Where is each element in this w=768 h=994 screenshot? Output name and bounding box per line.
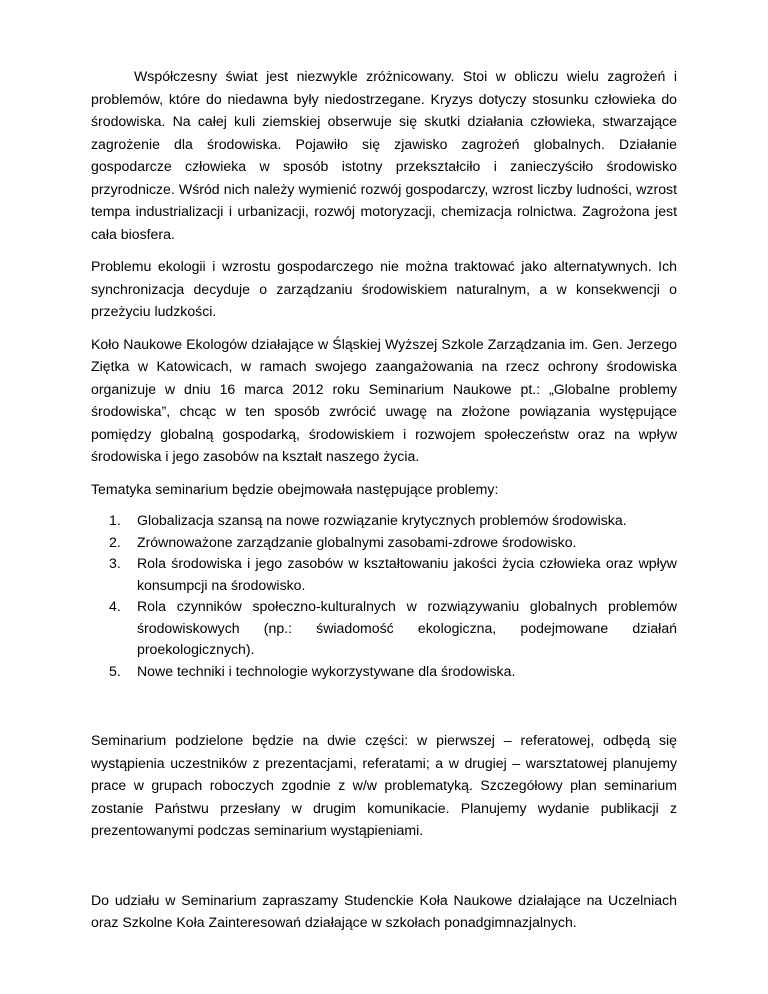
- topics-intro-paragraph: Tematyka seminarium będzie obejmowała następujące problemy:: [91, 480, 499, 497]
- list-item: [91, 553, 677, 596]
- list-item-text: Globalizacja szansą na nowe rozwiązanie krytycznych problemów środowiska.: [137, 512, 627, 528]
- list-item-text: Zrównoważone zarządzanie globalnymi zasobami-zdrowe środowisko.: [137, 533, 577, 550]
- list-item: [91, 532, 677, 554]
- list-item-number: 5.: [109, 662, 121, 679]
- list-item: [91, 510, 677, 532]
- list-item-text: Rola środowiska i jego zasobów w kształtowaniu jakości życia człowieka oraz wpływ konsumpcji na środowisko.: [137, 555, 677, 593]
- organizer-paragraph: Koło Naukowe Ekologów działające w Śląskiej Wyższej Szkole Zarządzania im. Gen. Jerzego Ziętka w Katowicach, w ramach swojego zaangażowania na rzecz ochrony środowiska organizuje w dniu 16 marca 2012 roku Seminarium Naukowe pt.: „Globalne problemy środowiska”, chcąc w ten sposób zwrócić uwagę na złożone powiązania występujące pomiędzy globalną gospodarką, środowiskiem i rozwojem społeczeństw oraz na wpływ środowiska i jego zasobów na kształt naszego życia.: [91, 335, 677, 464]
- topics-list: [91, 510, 677, 682]
- seminar-paragraph: Seminarium podzielone będzie na dwie części: w pierwszej – referatowej, odbędą się wystąpienia uczestników z prezentacjami, referatami; a w drugiej – warsztatowej planujemy prace w grupach roboczych zgodnie z w/w problematyką. Szczegółowy plan seminarium zostanie Państwu przesłany w drugim komunikacie. Planujemy wydanie publikacji z prezentowanymi podczas seminarium wystąpieniami.: [91, 732, 677, 838]
- list-item-text: Rola czynników społeczno-kulturalnych w rozwiązywaniu globalnych problemów środowiskowych (np.: świadomość ekologiczna, podejmowane działań proekologicznych).: [137, 598, 677, 657]
- list-item: [91, 661, 677, 683]
- list-item-number: 1.: [109, 512, 121, 528]
- list-item-number: 2.: [109, 533, 121, 550]
- list-item-number: 4.: [109, 598, 121, 614]
- intro-paragraph: Współczesny świat jest niezwykle zróżnicowany. Stoi w obliczu wielu zagrożeń i problemów, które do niedawna były niedostrzegane. Kryzys dotyczy stosunku człowieka do środowiska. Na całej kuli ziemskiej obserwuje się skutki działania człowieka, stwarzające zagrożenie dla środowiska. Pojawiło się zjawisko zagrożeń globalnych. Działanie gospodarcze człowieka w sposób istotny przekształciło i zanieczyściło środowisko przyrodnicze. Wśród nich należy wymienić rozwój gospodarczy, wzrost liczby ludności, wzrost tempa industrializacji i urbanizacji, rozwój motoryzacji, chemizacja rolnictwa. Zagrożona jest cała biosfera.: [91, 68, 677, 242]
- list-item-number: 3.: [109, 555, 121, 571]
- list-item: [91, 596, 677, 661]
- ecology-paragraph: Problemu ekologii i wzrostu gospodarczego nie można traktować jako alternatywnych. Ich synchronizacja decyduje o zarządzaniu środowiskiem naturalnym, a w konsekwencji o przeżyciu ludzkości.: [91, 258, 677, 319]
- list-item-text: Nowe techniki i technologie wykorzystywane dla środowiska.: [137, 662, 516, 679]
- invitation-paragraph: Do udziału w Seminarium zapraszamy Studenckie Koła Naukowe działające na Uczelniach oraz Szkolne Koła Zainteresowań działające w szkołach ponadgimnazjalnych.: [91, 891, 677, 930]
- document-page: [91, 0, 677, 934]
